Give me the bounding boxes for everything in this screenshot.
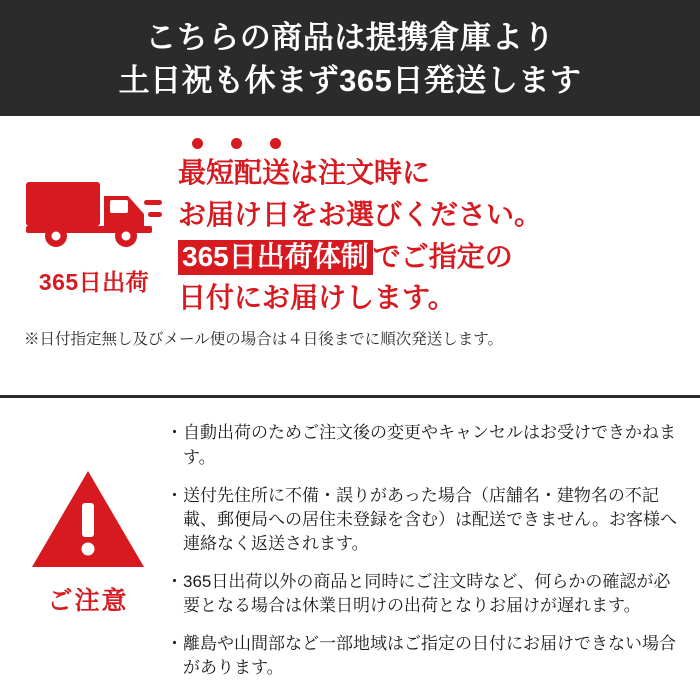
list-item [166, 570, 684, 618]
caution-item-text: 送付先住所に不備・誤りがあった場合（店舗名・建物名の不記載、郵便局への居住未登録を含む）は配送できません。お客様へ連絡なく返送されます。 [183, 485, 678, 553]
caution-item-text: 自動出荷のためご注文後の変更やキャンセルはお受けできかねます。 [183, 423, 676, 467]
header-line-2: 土日祝も休まず365日発送します [118, 63, 582, 98]
truck-label: 365日出荷 [38, 269, 150, 295]
truck-icon [24, 166, 164, 252]
bullet-icon: ・ [166, 485, 183, 505]
caution-item-text: 離島や山間部など一部地域はご指定の日付にお届けできない場合があります。 [183, 634, 676, 678]
delivery-section [0, 116, 700, 398]
dot-icon [231, 138, 242, 149]
dot-icon [270, 138, 281, 149]
list-item [166, 484, 684, 556]
dot-icon [192, 138, 203, 149]
delivery-note: ※日付指定無し及びメール便の場合は４日後までに順次発送します。 [24, 331, 503, 348]
caution-label: ご注意 [47, 587, 129, 615]
header-line-1: こちらの商品は提携倉庫より [145, 20, 555, 56]
caution-icon-column [10, 412, 166, 690]
highlight-365-shipping: 365日出荷体制 [178, 240, 373, 275]
list-item [166, 632, 684, 680]
delivery-line-1: 最短配送は注文時に [178, 157, 431, 188]
delivery-line-4: 日付にお届けします。 [178, 282, 456, 314]
bullet-icon: ・ [166, 423, 183, 443]
delivery-text-column [24, 128, 690, 389]
delivery-line-2: お届け日をお選びください。 [178, 198, 543, 230]
caution-section [0, 398, 700, 700]
header-section [0, 0, 700, 116]
caution-item-text: 365日出荷以外の商品と同時にご注文時など、何らかの確認が必要となる場合は休業日明けの出荷となりお届けが遅れます。 [183, 572, 671, 616]
decorative-dots [178, 138, 690, 149]
caution-list [166, 412, 688, 690]
bullet-icon: ・ [166, 572, 183, 592]
warning-triangle-icon [30, 467, 146, 571]
delivery-line-3 [178, 237, 690, 277]
bullet-icon: ・ [166, 634, 183, 654]
delivery-line-3-rest: でご指定の [372, 240, 513, 272]
list-item [166, 421, 684, 469]
